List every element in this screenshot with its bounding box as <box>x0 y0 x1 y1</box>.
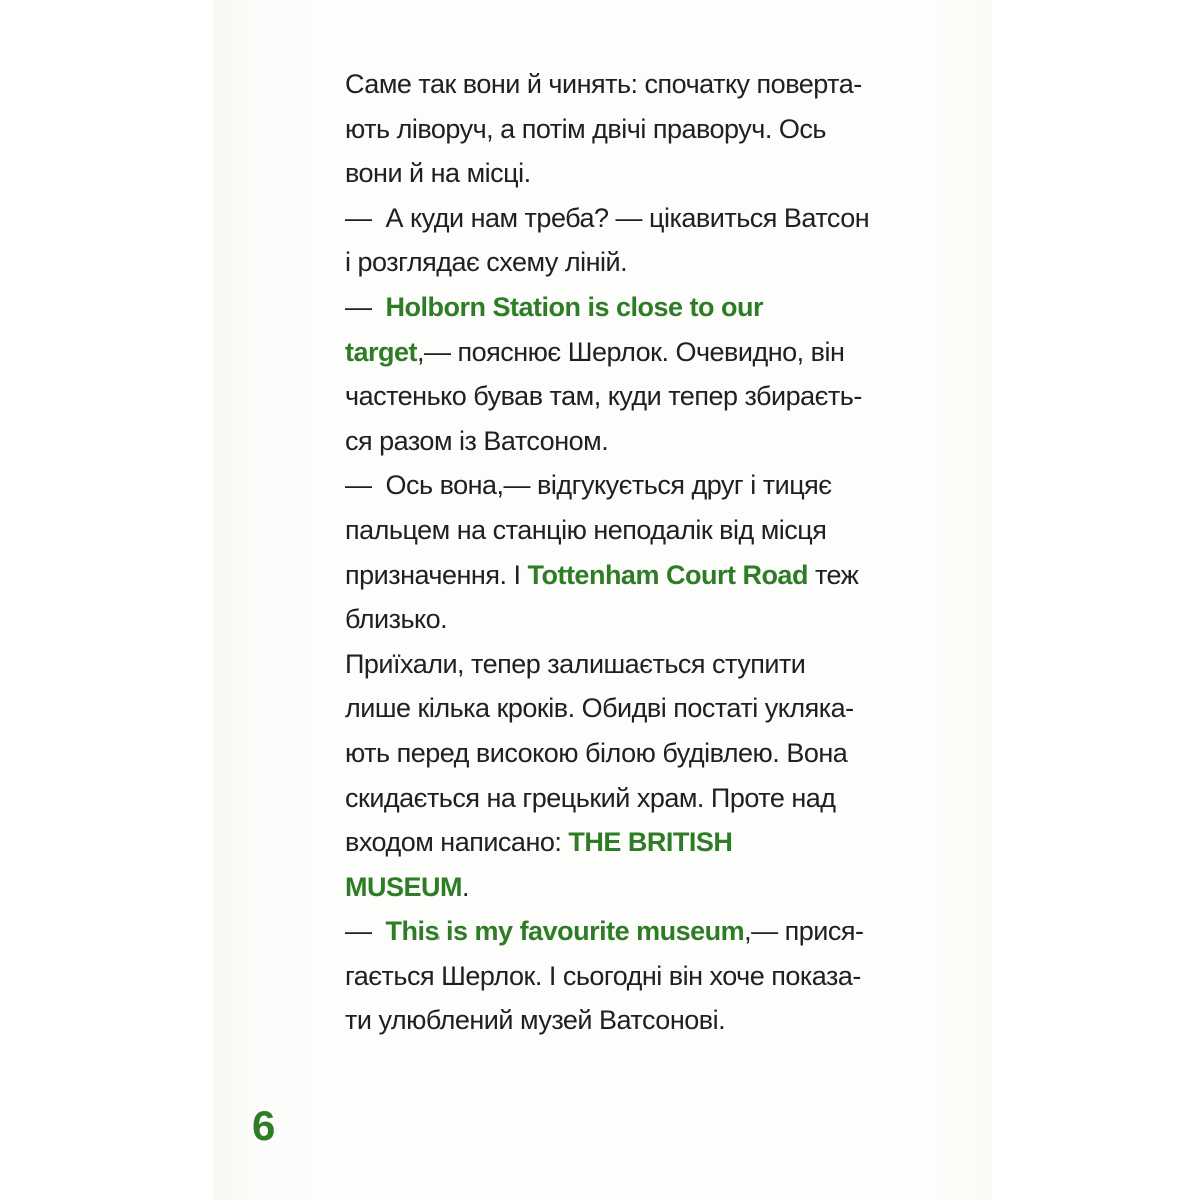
text-segment: гається Шерлок. І сьогодні він хоче показа- <box>345 960 861 991</box>
text-segment: — Ось вона,— відгукується друг і тицяє <box>345 470 832 501</box>
text-line <box>345 731 869 776</box>
page-text-block <box>345 62 869 1043</box>
text-line <box>345 642 869 687</box>
text-segment: ють ліворуч, а потім двічі праворуч. Ось <box>345 113 826 144</box>
text-segment: вони й на місці. <box>345 158 531 189</box>
highlighted-english-phrase: This is my favourite museum <box>385 916 745 947</box>
text-line <box>345 330 869 375</box>
text-line <box>345 196 869 241</box>
text-segment: входом написано: <box>345 827 569 858</box>
text-segment: Приїхали, тепер залишається ступити <box>345 648 806 679</box>
text-line <box>345 285 869 330</box>
text-line <box>345 909 869 954</box>
text-segment: призначення. І <box>345 559 528 590</box>
text-line <box>345 776 869 821</box>
text-line <box>345 151 869 196</box>
text-line <box>345 865 869 910</box>
text-segment: ють перед високою білою будівлею. Вона <box>345 737 848 768</box>
highlighted-english-phrase: Holborn Station is close to our <box>385 291 764 322</box>
text-line <box>345 954 869 999</box>
highlighted-english-phrase: Tottenham Court Road <box>527 559 808 590</box>
text-segment: — А куди нам треба? — цікавиться Ватсон <box>345 202 870 233</box>
text-segment: близько. <box>345 604 448 635</box>
text-segment: — <box>345 291 386 322</box>
text-segment: ,— прися- <box>744 916 864 947</box>
text-segment: ти улюблений музей Ватсонові. <box>345 1005 726 1036</box>
text-line <box>345 998 869 1043</box>
text-line <box>345 597 869 642</box>
page-number: 6 <box>252 1102 276 1149</box>
text-line <box>345 508 869 553</box>
text-line <box>345 107 869 152</box>
highlighted-english-phrase: MUSEUM <box>345 871 462 902</box>
text-line <box>345 553 869 598</box>
text-line <box>345 820 869 865</box>
text-segment: лише кілька кроків. Обидві постаті укляка- <box>345 693 854 724</box>
text-segment: ся разом із Ватсоном. <box>345 425 609 456</box>
text-line <box>345 463 869 508</box>
text-segment: пальцем на станцію неподалік від місця <box>345 514 827 545</box>
highlighted-english-phrase: THE BRITISH <box>568 827 733 858</box>
text-line <box>345 240 869 285</box>
text-segment: частенько бував там, куди тепер збираєть- <box>345 381 862 412</box>
highlighted-english-phrase: target <box>345 336 418 367</box>
text-line <box>345 686 869 731</box>
text-segment: ,— пояснює Шерлок. Очевидно, він <box>417 336 845 367</box>
text-segment: . <box>462 871 470 902</box>
text-line <box>345 419 869 464</box>
text-segment: — <box>345 916 386 947</box>
text-segment: і розглядає схему ліній. <box>345 247 628 278</box>
text-segment: скидається на грецький храм. Проте над <box>345 782 836 813</box>
text-line <box>345 62 869 107</box>
text-segment: теж <box>807 559 859 590</box>
text-line <box>345 374 869 419</box>
text-segment: Саме так вони й чинять: спочатку поверта- <box>345 69 862 99</box>
